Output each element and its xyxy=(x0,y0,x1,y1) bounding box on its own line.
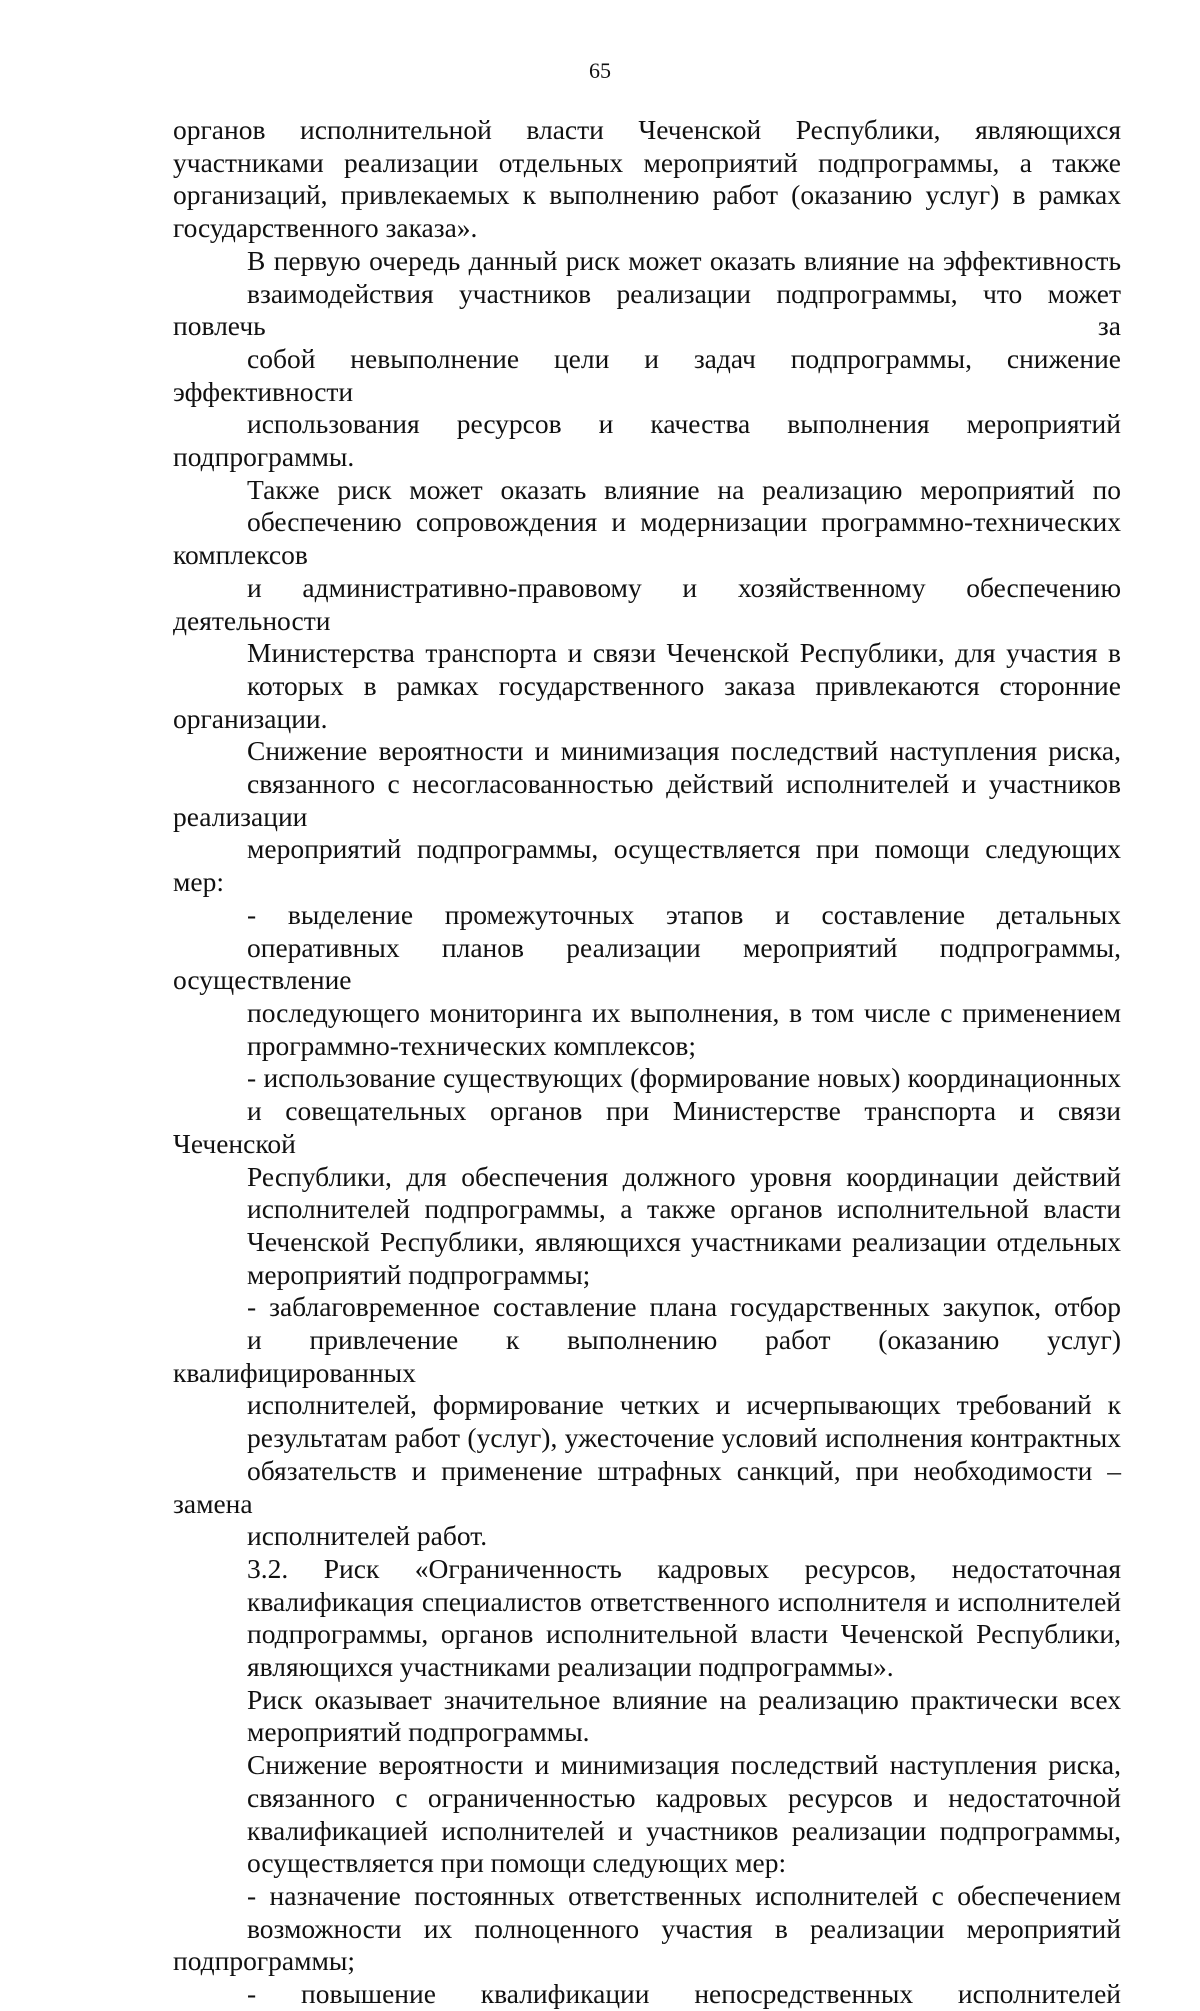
text-line: - повышение квалификации непосредственных исполнителей xyxy=(247,1978,1121,2010)
paragraph xyxy=(173,1062,1121,1291)
text-line: собой невыполнение цели и задач подпрограммы, снижение эффективности xyxy=(173,342,1121,407)
text-line: Также риск может оказать влияние на реализацию мероприятий по xyxy=(247,473,1121,505)
text-line: Республики, для обеспечения должного уровня координации действий xyxy=(247,1160,1121,1192)
paragraph xyxy=(173,1880,1121,1978)
document-body xyxy=(173,114,1121,2011)
text-line: мероприятий подпрограммы, осуществляется при помощи следующих мер: xyxy=(173,833,1121,898)
text-line: которых в рамках государственного заказа привлекаются сторонние организации. xyxy=(173,669,1121,734)
text-line: оперативных планов реализации мероприятий подпрограммы, осуществление xyxy=(173,931,1121,996)
text-line: связанного с ограниченностью кадровых ресурсов и недостаточной xyxy=(247,1781,1121,1813)
text-line: последующего мониторинга их выполнения, в том числе с применением xyxy=(247,996,1121,1028)
paragraph xyxy=(173,735,1121,899)
text-line: и административно-правовому и хозяйственному обеспечению деятельности xyxy=(173,571,1121,636)
text-line: участниками реализации отдельных мероприятий подпрограммы, а также xyxy=(173,146,1121,178)
paragraph xyxy=(173,1978,1121,2011)
text-line: взаимодействия участников реализации подпрограммы, что может повлечь за xyxy=(173,277,1121,342)
paragraph xyxy=(173,1553,1121,1684)
text-line: Риск оказывает значительное влияние на реализацию практически всех xyxy=(247,1683,1121,1715)
text-line: - назначение постоянных ответственных исполнителей с обеспечением xyxy=(247,1879,1121,1911)
paragraph xyxy=(173,899,1121,1063)
paragraph xyxy=(173,1684,1121,1749)
text-line: осуществляется при помощи следующих мер: xyxy=(247,1847,787,1879)
text-line: - заблаговременное составление плана государственных закупок, отбор xyxy=(247,1291,1121,1323)
text-line: организаций, привлекаемых к выполнению работ (оказанию услуг) в рамках xyxy=(173,179,1121,211)
text-line: Снижение вероятности и минимизация последствий наступления риска, xyxy=(247,735,1121,767)
text-line: государственного заказа». xyxy=(173,212,478,244)
text-line: 3.2. Риск «Ограниченность кадровых ресурсов, недостаточная xyxy=(247,1552,1121,1584)
text-line: мероприятий подпрограммы; xyxy=(247,1258,591,1290)
paragraph xyxy=(173,114,1121,245)
text-line: подпрограммы, органов исполнительной власти Чеченской Республики, xyxy=(247,1618,1121,1650)
text-line: Снижение вероятности и минимизация последствий наступления риска, xyxy=(247,1749,1121,1781)
text-line: возможности их полноценного участия в реализации мероприятий подпрограммы; xyxy=(173,1912,1121,1977)
text-line: обязательств и применение штрафных санкций, при необходимости – замена xyxy=(173,1454,1121,1519)
text-line: - выделение промежуточных этапов и составление детальных xyxy=(247,898,1121,930)
text-line: программно-технических комплексов; xyxy=(247,1029,697,1061)
text-line: Министерства транспорта и связи Чеченской Республики, для участия в xyxy=(247,637,1121,669)
text-line: квалификация специалистов ответственного исполнителя и исполнителей xyxy=(247,1585,1121,1617)
text-line: использования ресурсов и качества выполнения мероприятий подпрограммы. xyxy=(173,408,1121,473)
text-line: исполнителей, формирование четких и исчерпывающих требований к xyxy=(247,1389,1121,1421)
paragraph xyxy=(173,1291,1121,1553)
text-line: результатам работ (услуг), ужесточение условий исполнения контрактных xyxy=(247,1422,1121,1454)
text-line: и привлечение к выполнению работ (оказанию услуг) квалифицированных xyxy=(173,1324,1121,1388)
text-line: связанного с несогласованностью действий исполнителей и участников реализации xyxy=(173,768,1121,832)
text-line: органов исполнительной власти Чеченской Республики, являющихся xyxy=(173,114,1121,145)
text-line: исполнителей подпрограммы, а также органов исполнительной власти xyxy=(247,1193,1121,1225)
text-line: квалификацией исполнителей и участников реализации подпрограммы, xyxy=(247,1814,1121,1846)
paragraph xyxy=(173,245,1121,474)
text-line: и совещательных органов при Министерстве транспорта и связи Чеченской xyxy=(173,1095,1121,1159)
text-line: мероприятий подпрограммы. xyxy=(247,1716,590,1748)
paragraph xyxy=(173,1749,1121,1880)
text-line: - использование существующих (формирование новых) координационных xyxy=(247,1062,1121,1094)
text-line: исполнителей работ. xyxy=(247,1520,488,1552)
text-line: Чеченской Республики, являющихся участниками реализации отдельных xyxy=(247,1225,1121,1257)
text-line: обеспечению сопровождения и модернизации программно-технических комплексов xyxy=(173,506,1121,571)
paragraph xyxy=(173,474,1121,736)
text-line: В первую очередь данный риск может оказать влияние на эффективность xyxy=(247,244,1121,276)
page-number: 65 xyxy=(589,58,611,83)
text-line: являющихся участниками реализации подпрограммы». xyxy=(247,1651,894,1683)
